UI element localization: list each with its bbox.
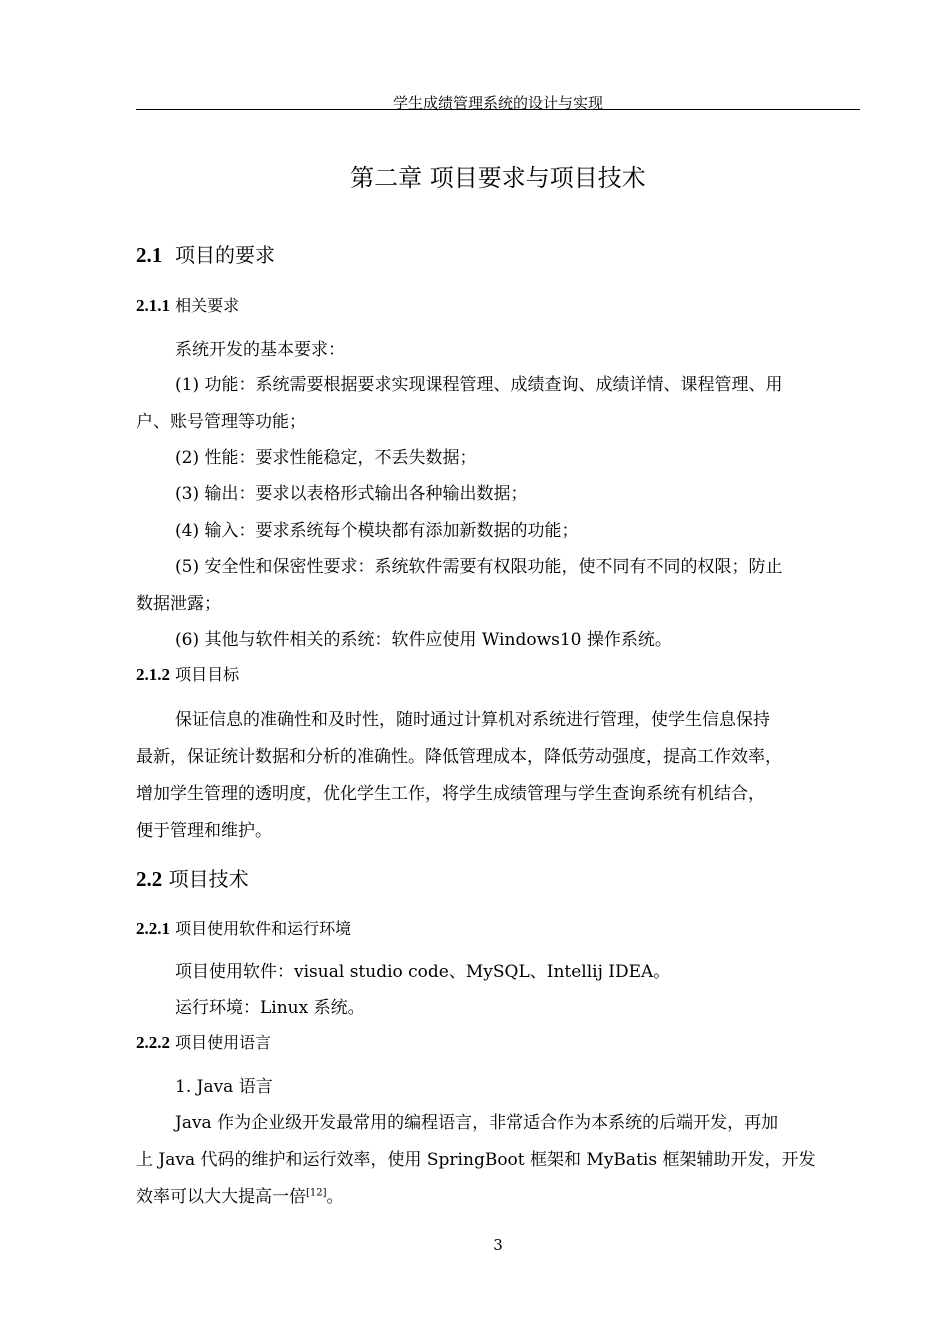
goal-line-2: 最新，保证统计数据和分析的准确性。降低管理成本，降低劳动强度，提高工作效率， (136, 747, 782, 767)
java-line-2: 上 Java 代码的维护和运行效率，使用 SpringBoot 框架和 MyBatis 框架辅助开发，开发 (136, 1150, 816, 1170)
section-2-1-1-heading (136, 293, 239, 316)
section-title: 项目技术 (168, 867, 249, 891)
running-header: 学生成绩管理系统的设计与实现 (392, 94, 603, 112)
chapter-title: 第二章 项目要求与项目技术 (350, 164, 646, 192)
requirement-3: (3) 输出：要求以表格形式输出各种输出数据； (175, 484, 528, 504)
subsection-number: 2.2.2 (136, 1033, 170, 1052)
header-rule (136, 109, 860, 110)
software-line: 项目使用软件：visual studio code、MySQL、Intellij IDEA。 (175, 962, 671, 982)
subsection-number: 2.1.1 (136, 296, 170, 315)
section-2-2-2-heading (136, 1030, 271, 1053)
requirement-4: (4) 输入：要求系统每个模块都有添加新数据的功能； (175, 521, 579, 541)
subsection-title: 项目使用软件和运行环境 (175, 919, 352, 938)
subsection-number: 2.1.2 (136, 665, 170, 684)
requirement-2: (2) 性能：要求性能稳定，不丢失数据； (175, 448, 477, 468)
goal-line-3: 增加学生管理的透明度，优化学生工作，将学生成绩管理与学生查询系统有机结合， (136, 784, 765, 804)
section-2-1-2-heading (136, 662, 239, 685)
requirements-intro: 系统开发的基本要求： (175, 340, 345, 360)
section-number: 2.2 (136, 867, 163, 891)
java-heading: 1. Java 语言 (175, 1077, 273, 1097)
requirement-1: (1) 功能：系统需要根据要求实现课程管理、成绩查询、成绩详情、课程管理、用 (175, 375, 783, 395)
section-number: 2.1 (136, 243, 163, 267)
requirement-1-cont: 户、账号管理等功能； (136, 412, 306, 432)
java-line-1: Java 作为企业级开发最常用的编程语言，非常适合作为本系统的后端开发，再加 (175, 1113, 779, 1133)
subsection-title: 相关要求 (175, 296, 240, 315)
subsection-title: 项目目标 (175, 665, 240, 684)
requirement-6: (6) 其他与软件相关的系统：软件应使用 Windows10 操作系统。 (175, 630, 672, 650)
subsection-number: 2.2.1 (136, 919, 170, 938)
citation: [12] (306, 1187, 327, 1199)
page-number: 3 (493, 1236, 503, 1254)
requirement-5: (5) 安全性和保密性要求：系统软件需要有权限功能，使不同有不同的权限；防止 (175, 557, 783, 577)
goal-line-4: 便于管理和维护。 (136, 821, 272, 841)
java-line-3-end: 。 (326, 1187, 344, 1207)
subsection-title: 项目使用语言 (175, 1033, 272, 1052)
section-title: 项目的要求 (174, 243, 275, 267)
requirement-5-cont: 数据泄露； (136, 594, 221, 614)
section-2-2-1-heading (136, 916, 351, 939)
section-2-2-heading (136, 863, 249, 892)
runtime-line: 运行环境：Linux 系统。 (175, 998, 365, 1018)
java-line-3 (136, 1182, 344, 1207)
section-2-1-heading (136, 239, 275, 268)
java-line-3-text: 效率可以大大提高一倍 (136, 1187, 306, 1207)
goal-line-1: 保证信息的准确性和及时性，随时通过计算机对系统进行管理，使学生信息保持 (175, 710, 770, 730)
